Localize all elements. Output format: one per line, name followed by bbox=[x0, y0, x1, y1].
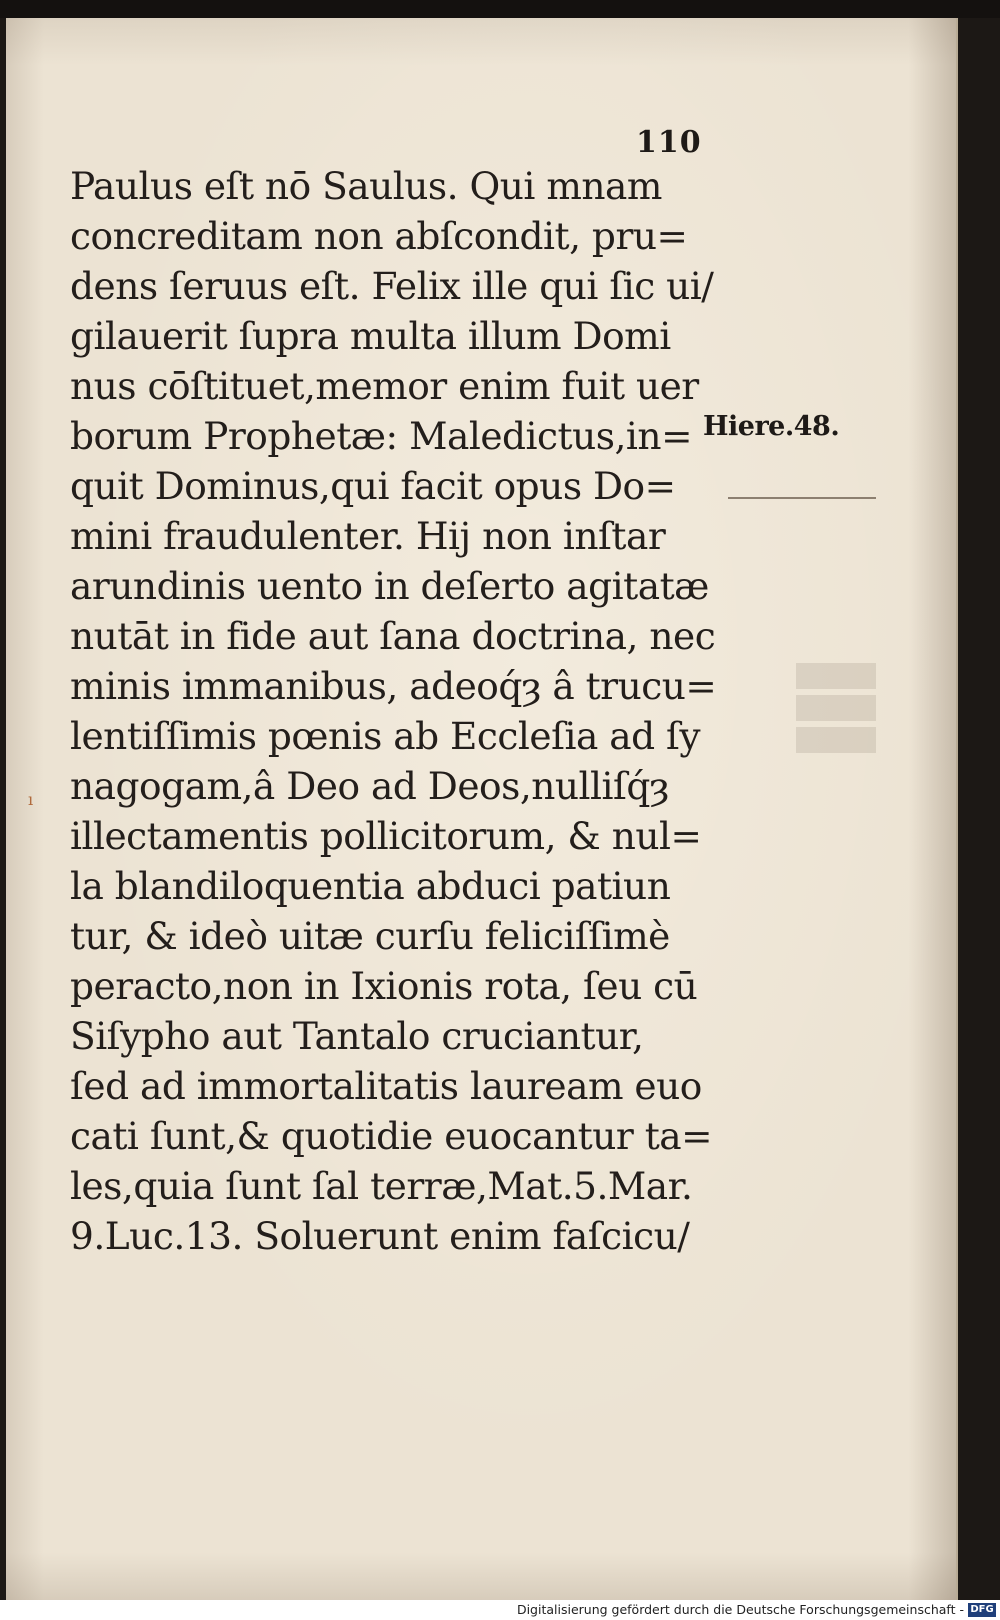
text-line: borum Prophetæ: Maledictus,in= bbox=[70, 414, 692, 458]
text-line: ſed ad immortalitatis lauream euo bbox=[70, 1064, 702, 1108]
text-line: tur, & ideò uitæ curſu feliciſſimè bbox=[70, 914, 670, 958]
text-line: arundinis uento in deſerto agitatæ bbox=[70, 564, 709, 608]
scan-top-edge bbox=[0, 0, 1000, 18]
text-line: les,quia ſunt ſal terræ,Mat.5.Mar. bbox=[70, 1164, 693, 1208]
text-line: concreditam non abſcondit, pru= bbox=[70, 214, 688, 258]
text-line: quit Dominus,qui facit opus Do= bbox=[70, 464, 676, 508]
text-line: dens ſeruus eſt. Felix ille qui ſic ui/ bbox=[70, 264, 714, 308]
book-page bbox=[6, 18, 958, 1600]
page-number: 110 bbox=[636, 125, 702, 160]
text-line: 9.Luc.13. Soluerunt enim faſcicu/ bbox=[70, 1214, 690, 1258]
text-line: illectamentis pollicitorum, & nul= bbox=[70, 814, 702, 858]
bleed-through-shadow bbox=[796, 663, 876, 753]
text-line: minis immanibus, adeoq́ȝ â trucu= bbox=[70, 664, 717, 708]
text-line: Siſypho aut Tantalo cruciantur, bbox=[70, 1014, 644, 1058]
text-line: nagogam,â Deo ad Deos,nulliſq́ȝ bbox=[70, 764, 669, 808]
digitization-credit: Digitalisierung gefördert durch die Deutsche Forschungsgemeinschaft - bbox=[516, 1602, 964, 1617]
text-line: gilauerit ſupra multa illum Domi bbox=[70, 314, 671, 358]
left-margin-mark: ı bbox=[28, 790, 34, 809]
body-text bbox=[70, 161, 717, 1261]
text-line: mini fraudulenter. Hij non inſtar bbox=[70, 514, 666, 558]
text-line: lentiſſimis pœnis ab Eccleſia ad ſy bbox=[70, 714, 701, 758]
text-line: la blandiloquentia abduci patiun bbox=[70, 864, 671, 908]
dfg-logo: DFG bbox=[968, 1603, 996, 1617]
marginal-note: Hiere.48. bbox=[703, 411, 840, 442]
text-line: Paulus eſt nō Saulus. Qui mnam bbox=[70, 164, 662, 208]
text-line: nus cōſtituet,memor enim fuit uer bbox=[70, 364, 699, 408]
text-line: peracto,non in Ixionis rota, ſeu cū bbox=[70, 964, 698, 1008]
text-line: nutāt in fide aut ſana doctrina, nec bbox=[70, 614, 716, 658]
margin-rule bbox=[728, 497, 876, 499]
text-line: cati ſunt,& quotidie euocantur ta= bbox=[70, 1114, 713, 1158]
